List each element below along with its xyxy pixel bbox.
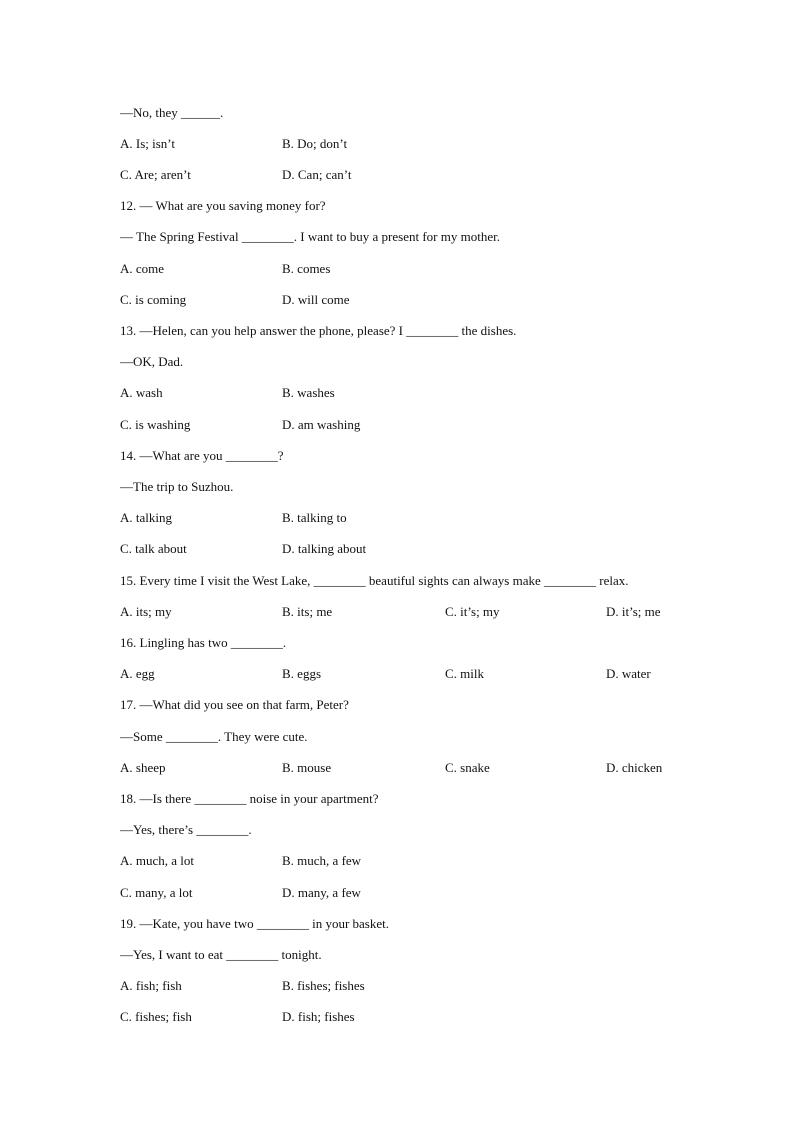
- option-16-a: A. egg: [120, 666, 155, 681]
- option-19-c: C. fishes; fish: [120, 1009, 192, 1024]
- option-19-d: D. fish; fishes: [282, 1009, 355, 1024]
- option-17-d: D. chicken: [606, 760, 663, 775]
- option-13-c: C. is washing: [120, 417, 191, 432]
- option-15-c: C. it’s; my: [445, 604, 500, 619]
- question-12-prompt: 12. — What are you saving money for?: [120, 198, 326, 213]
- question-19-prompt: 19. —Kate, you have two ________ in your basket.: [120, 916, 389, 931]
- option-17-b: B. mouse: [282, 760, 332, 775]
- option-16-b: B. eggs: [282, 666, 321, 681]
- option-18-c: C. many, a lot: [120, 885, 193, 900]
- question-14-answer-line: —The trip to Suzhou.: [120, 479, 234, 494]
- option-12-c: C. is coming: [120, 292, 187, 307]
- option-12-b: B. comes: [282, 261, 331, 276]
- question-15-prompt: 15. Every time I visit the West Lake, ________ beautiful sights can always make ________ relax.: [120, 573, 629, 588]
- option-12-d: D. will come: [282, 292, 350, 307]
- option-15-d: D. it’s; me: [606, 604, 661, 619]
- question-17-answer-line: —Some ________. They were cute.: [120, 729, 308, 744]
- question-14-prompt: 14. —What are you ________?: [120, 448, 284, 463]
- question-18-answer-line: —Yes, there’s ________.: [120, 822, 252, 837]
- option-12-a: A. come: [120, 261, 165, 276]
- question-19-answer-line: —Yes, I want to eat ________ tonight.: [120, 947, 322, 962]
- option-16-d: D. water: [606, 666, 651, 681]
- question-13-prompt: 13. —Helen, can you help answer the phone, please? I ________ the dishes.: [120, 323, 517, 338]
- question-11-answer-line: —No, they ______.: [120, 105, 224, 120]
- option-17-c: C. snake: [445, 760, 490, 775]
- option-14-d: D. talking about: [282, 541, 367, 556]
- option-11-a: A. Is; isn’t: [120, 136, 176, 151]
- option-13-d: D. am washing: [282, 417, 361, 432]
- question-16-prompt: 16. Lingling has two ________.: [120, 635, 287, 650]
- option-15-a: A. its; my: [120, 604, 172, 619]
- option-16-c: C. milk: [445, 666, 485, 681]
- option-17-a: A. sheep: [120, 760, 166, 775]
- question-13-answer-line: —OK, Dad.: [120, 354, 184, 369]
- option-11-c: C. Are; aren’t: [120, 167, 191, 182]
- option-18-d: D. many, a few: [282, 885, 361, 900]
- question-17-prompt: 17. —What did you see on that farm, Peter?: [120, 697, 349, 712]
- option-18-a: A. much, a lot: [120, 853, 195, 868]
- option-19-a: A. fish; fish: [120, 978, 182, 993]
- option-11-d: D. Can; can’t: [282, 167, 352, 182]
- option-13-b: B. washes: [282, 385, 335, 400]
- question-12-answer-line: — The Spring Festival ________. I want to buy a present for my mother.: [120, 229, 500, 244]
- option-14-a: A. talking: [120, 510, 172, 525]
- option-19-b: B. fishes; fishes: [282, 978, 365, 993]
- option-14-b: B. talking to: [282, 510, 347, 525]
- option-15-b: B. its; me: [282, 604, 333, 619]
- option-13-a: A. wash: [120, 385, 163, 400]
- option-11-b: B. Do; don’t: [282, 136, 348, 151]
- question-18-prompt: 18. —Is there ________ noise in your apartment?: [120, 791, 379, 806]
- option-14-c: C. talk about: [120, 541, 187, 556]
- option-18-b: B. much, a few: [282, 853, 362, 868]
